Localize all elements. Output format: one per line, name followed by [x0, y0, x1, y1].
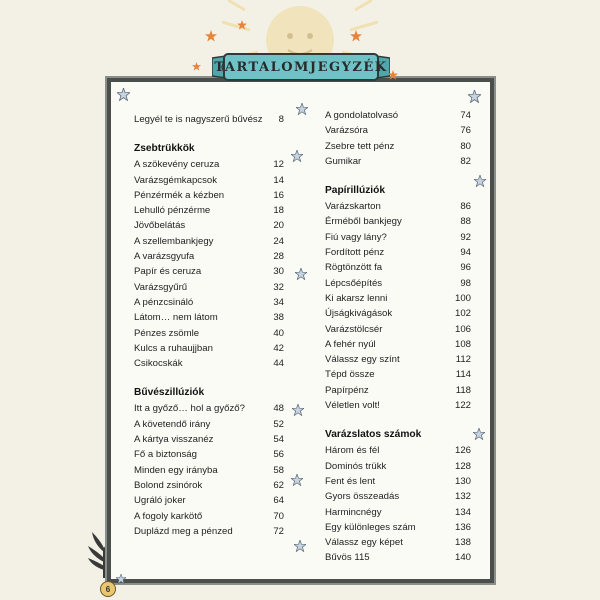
toc-entry-page: 128 — [454, 460, 471, 472]
toc-entry-title: Fő a biztonság — [134, 449, 197, 461]
toc-entry-title: Itt a győző… hol a győző? — [134, 403, 245, 415]
toc-entry-page: 80 — [460, 140, 471, 152]
toc-entry-page: 134 — [454, 506, 471, 518]
star-icon — [292, 404, 304, 416]
toc-entry-page: 40 — [273, 327, 284, 339]
toc-entry[interactable] — [134, 356, 284, 371]
toc-entry-title: Érméből bankjegy — [325, 216, 402, 228]
toc-entry-title: Zsebre tett pénz — [325, 140, 395, 152]
toc-entry-title: Bűvös 115 — [325, 552, 370, 564]
star-icon — [468, 90, 481, 103]
toc-entry[interactable] — [134, 203, 284, 218]
toc-entry-title: Lehulló pénzérme — [134, 205, 211, 217]
page-number: 6 — [100, 581, 116, 597]
toc-entry[interactable] — [325, 352, 471, 367]
toc-entry-title: Pénzérmék a kézben — [134, 189, 225, 201]
toc-entry-title: Minden egy irányba — [134, 464, 218, 476]
toc-entry[interactable] — [134, 157, 284, 172]
toc-entry-page: 32 — [273, 281, 284, 293]
toc-entry[interactable] — [134, 493, 284, 508]
toc-entry[interactable] — [325, 306, 471, 321]
toc-entry-page: 122 — [454, 400, 471, 412]
toc-entry-title: Csikocskák — [134, 358, 183, 370]
toc-entry[interactable] — [325, 367, 471, 382]
toc-entry-page: 28 — [273, 251, 284, 263]
toc-entry-title: Véletlen volt! — [325, 400, 380, 412]
toc-entry-page: 62 — [273, 479, 284, 491]
toc-entry-page: 82 — [460, 155, 471, 167]
toc-entry-page: 54 — [273, 434, 284, 446]
toc-entry[interactable] — [325, 505, 471, 520]
toc-entry[interactable] — [134, 524, 284, 539]
toc-entry-title: Kulcs a ruhaujjban — [134, 342, 213, 354]
toc-entry-page: 44 — [273, 358, 284, 370]
toc-entry-title: A gondolatolvasó — [325, 110, 399, 121]
toc-entry[interactable] — [134, 112, 284, 127]
toc-entry-title: Látom… nem látom — [134, 312, 218, 324]
toc-entry-title: Legyél te is nagyszerű bűvész — [134, 114, 263, 125]
toc-entry-page: 100 — [454, 292, 471, 304]
toc-entry[interactable] — [134, 295, 284, 310]
toc-entry[interactable] — [325, 474, 471, 489]
toc-entry-page: 18 — [273, 205, 284, 217]
toc-entry-title: Jövőbelátás — [134, 220, 186, 232]
star-icon — [350, 30, 362, 42]
star-icon — [294, 540, 306, 552]
toc-entry-page: 48 — [273, 403, 284, 415]
toc-entry[interactable] — [325, 520, 471, 535]
toc-entry[interactable] — [134, 463, 284, 478]
star-icon — [117, 88, 130, 101]
toc-entry[interactable] — [134, 326, 284, 341]
toc-entry-title: Lépcsőépítés — [325, 277, 383, 289]
toc-entry-title: Varázskarton — [325, 201, 381, 213]
toc-entry-page: 102 — [454, 308, 471, 320]
toc-entry-title: Varázstölcsér — [325, 323, 383, 335]
toc-entry-page: 12 — [273, 159, 284, 171]
toc-entry[interactable] — [325, 154, 471, 169]
toc-entry-page: 14 — [273, 174, 284, 186]
toc-entry-title: Fiú vagy lány? — [325, 231, 387, 243]
toc-entry-title: A követendő irány — [134, 418, 211, 430]
toc-entry-page: 24 — [273, 235, 284, 247]
toc-entry[interactable] — [325, 398, 471, 413]
toc-entry[interactable] — [325, 260, 471, 275]
toc-entry-page: 94 — [460, 247, 471, 259]
toc-entry-page: 118 — [455, 384, 471, 396]
toc-entry[interactable] — [134, 249, 284, 264]
star-icon — [474, 175, 486, 187]
toc-entry-title: Egy különleges szám — [325, 521, 416, 533]
toc-entry-page: 20 — [273, 220, 284, 232]
toc-entry[interactable] — [134, 234, 284, 249]
toc-entry[interactable] — [325, 383, 471, 398]
star-icon — [291, 150, 303, 162]
toc-entry[interactable] — [325, 550, 471, 565]
toc-entry[interactable] — [134, 218, 284, 233]
star-icon — [295, 268, 307, 280]
toc-entry[interactable] — [134, 417, 284, 432]
toc-entry-title: Ugráló joker — [134, 495, 186, 507]
toc-entry-title: A szellembankjegy — [134, 235, 214, 247]
section-heading: Papírillúziók — [325, 185, 386, 197]
toc-entry-title: Papír és ceruza — [134, 266, 202, 278]
toc-entry-title: A fehér nyúl — [325, 338, 376, 350]
star-icon — [296, 103, 308, 115]
toc-entry-title: Pénzes zsömle — [134, 327, 200, 339]
toc-entry-page: 76 — [460, 125, 471, 137]
toc-entry[interactable] — [134, 509, 284, 524]
toc-entry[interactable] — [134, 341, 284, 356]
toc-entry[interactable] — [134, 478, 284, 493]
toc-entry-page: 42 — [273, 342, 284, 354]
toc-entry-page: 112 — [455, 354, 471, 366]
star-icon — [116, 574, 126, 584]
toc-entry[interactable] — [134, 401, 284, 416]
toc-entry-title: Papírpénz — [325, 384, 369, 396]
toc-entry[interactable] — [325, 291, 471, 306]
toc-entry[interactable] — [134, 264, 284, 279]
toc-entry[interactable] — [325, 245, 471, 260]
toc-entry[interactable] — [325, 489, 471, 504]
toc-entry[interactable] — [325, 108, 471, 123]
toc-entry[interactable] — [325, 535, 471, 550]
section-heading: Varázslatos számok — [325, 429, 422, 441]
toc-entry-title: A szökevény ceruza — [134, 159, 220, 171]
toc-entry-title: Három és fél — [325, 445, 380, 457]
toc-entry[interactable] — [325, 459, 471, 474]
toc-entry[interactable] — [325, 214, 471, 229]
toc-entry-page: 140 — [454, 552, 471, 564]
toc-entry-page: 88 — [460, 216, 471, 228]
toc-entry-page: 70 — [273, 510, 284, 522]
toc-entry-page: 72 — [273, 525, 284, 537]
toc-entry-title: Duplázd meg a pénzed — [134, 525, 233, 537]
toc-entry[interactable] — [134, 188, 284, 203]
toc-entry-title: Varázsgémkapcsok — [134, 174, 218, 186]
toc-entry[interactable] — [134, 280, 284, 295]
toc-entry-page: 64 — [273, 495, 284, 507]
toc-entry-page: 98 — [460, 277, 471, 289]
toc-entry[interactable] — [134, 432, 284, 447]
toc-entry-page: 106 — [454, 323, 471, 335]
toc-entry-page: 8 — [278, 114, 284, 125]
toc-entry-page: 96 — [460, 262, 471, 274]
toc-entry-page: 38 — [273, 312, 284, 324]
toc-entry-page: 126 — [454, 445, 471, 457]
star-icon — [205, 30, 217, 42]
toc-entry-page: 114 — [455, 369, 471, 381]
toc-entry-page: 138 — [454, 537, 471, 549]
toc-entry-title: A pénzcsináló — [134, 296, 194, 308]
toc-entry-page: 34 — [273, 296, 284, 308]
toc-left-column — [134, 112, 284, 539]
toc-entry[interactable] — [325, 337, 471, 352]
toc-entry-title: Ki akarsz lenni — [325, 292, 388, 304]
toc-entry-title: A varázsgyufa — [134, 251, 195, 263]
star-icon — [237, 20, 247, 30]
toc-entry-page: 130 — [454, 475, 471, 487]
toc-entry-title: Bolond zsinórok — [134, 479, 203, 491]
page-title: TARTALOMJEGYZÉK — [214, 59, 388, 75]
toc-entry-page: 16 — [273, 189, 284, 201]
toc-entry-page: 56 — [273, 449, 284, 461]
toc-entry-title: Fordított pénz — [325, 247, 385, 259]
star-icon — [388, 70, 398, 80]
toc-entry-title: A fogoly karkötő — [134, 510, 203, 522]
toc-entry[interactable] — [325, 123, 471, 138]
toc-entry[interactable] — [134, 310, 284, 325]
toc-entry[interactable] — [325, 139, 471, 154]
toc-entry[interactable] — [325, 230, 471, 245]
toc-entry-title: Válassz egy képet — [325, 537, 403, 549]
star-icon — [291, 474, 303, 486]
star-icon — [192, 62, 201, 71]
toc-entry-title: Dominós trükk — [325, 460, 387, 472]
toc-entry-title: Rögtönzött fa — [325, 262, 383, 274]
toc-entry-title: Varázsóra — [325, 125, 369, 137]
toc-entry-title: Varázsgyűrű — [134, 281, 188, 293]
toc-entry[interactable] — [134, 173, 284, 188]
toc-entry-page: 52 — [273, 418, 284, 430]
toc-entry-title: A kártya visszanéz — [134, 434, 214, 446]
toc-entry[interactable] — [325, 443, 471, 458]
section-heading: Bűvészillúziók — [134, 387, 205, 399]
star-icon — [473, 428, 485, 440]
toc-entry-page: 58 — [273, 464, 284, 476]
toc-entry-page: 86 — [460, 201, 471, 213]
toc-entry[interactable] — [325, 322, 471, 337]
toc-entry-page: 74 — [460, 110, 471, 121]
toc-entry-page: 92 — [460, 231, 471, 243]
toc-entry-page: 30 — [273, 266, 284, 278]
toc-entry-title: Válassz egy színt — [325, 354, 400, 366]
toc-entry-title: Gumikar — [325, 155, 362, 167]
toc-entry[interactable] — [325, 199, 471, 214]
toc-right-column — [325, 108, 471, 566]
toc-entry[interactable] — [134, 447, 284, 462]
toc-entry[interactable] — [325, 276, 471, 291]
toc-entry-page: 108 — [454, 338, 471, 350]
toc-entry-title: Harmincnégy — [325, 506, 382, 518]
toc-entry-page: 136 — [454, 521, 471, 533]
section-heading: Zsebtrükkök — [134, 143, 195, 155]
toc-entry-title: Újságkivágások — [325, 308, 393, 320]
toc-entry-title: Gyors összeadás — [325, 491, 400, 503]
toc-entry-title: Fent és lent — [325, 475, 376, 487]
toc-entry-title: Tépd össze — [325, 369, 375, 381]
toc-entry-page: 132 — [454, 491, 471, 503]
